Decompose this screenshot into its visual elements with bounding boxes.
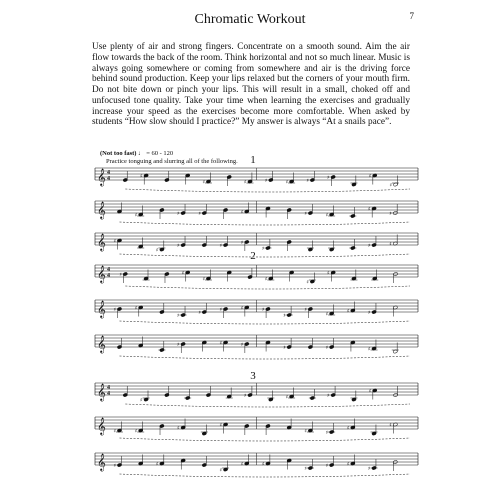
sharp-icon: ♯ — [285, 394, 289, 401]
sharp-icon: ♯ — [240, 240, 244, 246]
sharp-icon: ♯ — [240, 305, 244, 312]
practice-instruction: Practice tonguing and slurring all of the following. — [106, 158, 238, 165]
slur-line — [125, 404, 410, 407]
sharp-icon: ♯ — [177, 342, 180, 348]
sharp-icon: ♯ — [261, 246, 265, 252]
sharp-icon: ♯ — [325, 212, 329, 219]
sharp-icon: ♯ — [346, 425, 350, 432]
sharp-icon: ♯ — [240, 461, 244, 468]
sharp-icon: ♯ — [327, 175, 330, 181]
sharp-icon: ♯ — [261, 461, 265, 468]
treble-clef-icon: 𝄞 — [97, 300, 106, 318]
sharp-icon: ♯ — [177, 211, 180, 217]
slur-line — [119, 321, 410, 324]
slur-line — [125, 286, 410, 289]
sharp-icon: ♯ — [219, 243, 222, 249]
treble-clef-icon: 𝄞 — [97, 265, 106, 283]
sharp-icon: ♯ — [155, 247, 159, 254]
sharp-icon: ♯ — [283, 313, 286, 319]
sharp-icon: ♯ — [389, 182, 392, 189]
sharp-icon: ♯ — [306, 279, 309, 286]
sharp-icon: ♯ — [368, 310, 371, 316]
sharp-icon: ♯ — [202, 179, 205, 186]
sharp-icon: ♯ — [368, 388, 372, 395]
sharp-icon: ♯ — [202, 276, 205, 283]
treble-clef-icon: 𝄞 — [97, 335, 106, 353]
sharp-icon: ♯ — [368, 346, 371, 353]
sharp-icon: ♯ — [346, 308, 350, 315]
sharp-icon: ♯ — [264, 178, 268, 184]
sharp-icon: ♯ — [368, 173, 372, 180]
slur-line — [119, 254, 410, 257]
sharp-icon: ♯ — [219, 340, 222, 347]
sharp-icon: ♯ — [219, 422, 222, 429]
time-signature: 4 — [107, 273, 110, 279]
sharp-icon: ♯ — [325, 345, 329, 351]
sharp-icon: ♯ — [327, 393, 330, 399]
sharp-icon: ♯ — [283, 345, 286, 351]
sharp-icon: ♯ — [327, 270, 330, 277]
time-signature: 4 — [107, 391, 110, 397]
time-signature: 4 — [107, 385, 110, 391]
quarter-note-icon: ♩ — [138, 150, 145, 157]
sharp-icon: ♯ — [134, 428, 138, 435]
sharp-icon: ♯ — [119, 272, 122, 278]
treble-clef-icon: 𝄞 — [97, 383, 106, 401]
sharp-icon: ♯ — [155, 461, 159, 468]
sharp-icon: ♯ — [240, 209, 244, 216]
time-signature: 4 — [107, 176, 110, 182]
sharp-icon: ♯ — [304, 307, 307, 313]
sharp-icon: ♯ — [346, 461, 350, 468]
sharp-icon: ♯ — [113, 307, 116, 313]
sharp-icon: ♯ — [264, 276, 268, 283]
sharp-icon: ♯ — [113, 238, 116, 245]
section-number-3: 3 — [250, 370, 256, 382]
slur-line — [119, 356, 410, 359]
section-number-1: 1 — [250, 154, 256, 166]
slur-line — [125, 189, 410, 192]
page-title: Chromatic Workout — [194, 12, 306, 27]
sharp-icon: ♯ — [240, 342, 244, 348]
slur-line — [119, 438, 410, 441]
sharp-icon: ♯ — [198, 310, 201, 316]
treble-clef-icon: 𝄞 — [97, 233, 106, 251]
sharp-icon: ♯ — [325, 311, 329, 318]
sharp-icon: ♯ — [325, 430, 329, 436]
sharp-icon: ♯ — [368, 206, 371, 213]
section-number-2: 2 — [250, 250, 256, 262]
sharp-icon: ♯ — [304, 428, 307, 435]
tempo-value: = 60 - 120 — [146, 150, 174, 157]
sharp-icon: ♯ — [181, 270, 185, 277]
sharp-icon: ♯ — [325, 463, 329, 469]
sharp-icon: ♯ — [134, 305, 138, 312]
treble-clef-icon: 𝄞 — [97, 168, 106, 186]
sharp-icon: ♯ — [368, 466, 371, 472]
sharp-icon: ♯ — [389, 422, 392, 429]
sharp-icon: ♯ — [113, 463, 116, 469]
sharp-icon: ♯ — [140, 397, 143, 404]
intro-paragraph: Use plenty of air and strong fingers. Concentrate on a smooth sound. Aim the air flow towards the back of the room. Think horizontal and not so much linear. Music is always going somewhere or coming from somewhere and air is the driving force behind sound production. Keep your lips relaxed but the corners of your mouth firm. Do not bite down or pinch your lips. This will result in a small, choked off and unfocused tone quality. Take your time when learning the exercises and gradually increase your speed as the exercises become more comfortable. When asked by students “How slow should I practice?” My answer is always “At a snails pace”. — [92, 42, 410, 128]
sharp-icon: ♯ — [177, 243, 180, 249]
sharp-icon: ♯ — [244, 179, 247, 186]
slur-line — [119, 474, 410, 477]
sharp-icon: ♯ — [113, 428, 116, 435]
time-signature: 4 — [107, 267, 110, 273]
sharp-icon: ♯ — [304, 466, 307, 472]
treble-clef-icon: 𝄞 — [97, 453, 106, 471]
sharp-icon: ♯ — [389, 211, 392, 217]
sharp-icon: ♯ — [198, 211, 201, 217]
sharp-icon: ♯ — [177, 313, 180, 319]
sharp-icon: ♯ — [134, 212, 138, 219]
sharp-icon: ♯ — [219, 467, 222, 474]
time-signature: 4 — [107, 170, 110, 176]
tempo-label: (Not too fast) — [100, 150, 137, 157]
treble-clef-icon: 𝄞 — [97, 417, 106, 435]
sharp-icon: ♯ — [306, 178, 309, 184]
sharp-icon: ♯ — [304, 211, 307, 217]
sharp-icon: ♯ — [368, 243, 371, 249]
sharp-icon: ♯ — [219, 307, 222, 313]
treble-clef-icon: 𝄞 — [97, 201, 106, 219]
sharp-icon: ♯ — [389, 241, 392, 248]
slur-line — [119, 222, 410, 225]
sharp-icon: ♯ — [140, 173, 143, 180]
sharp-icon: ♯ — [261, 307, 265, 313]
sharp-icon: ♯ — [244, 393, 247, 399]
sharp-icon: ♯ — [177, 425, 180, 432]
sharp-icon: ♯ — [285, 179, 289, 186]
page-number: 7 — [409, 11, 414, 21]
